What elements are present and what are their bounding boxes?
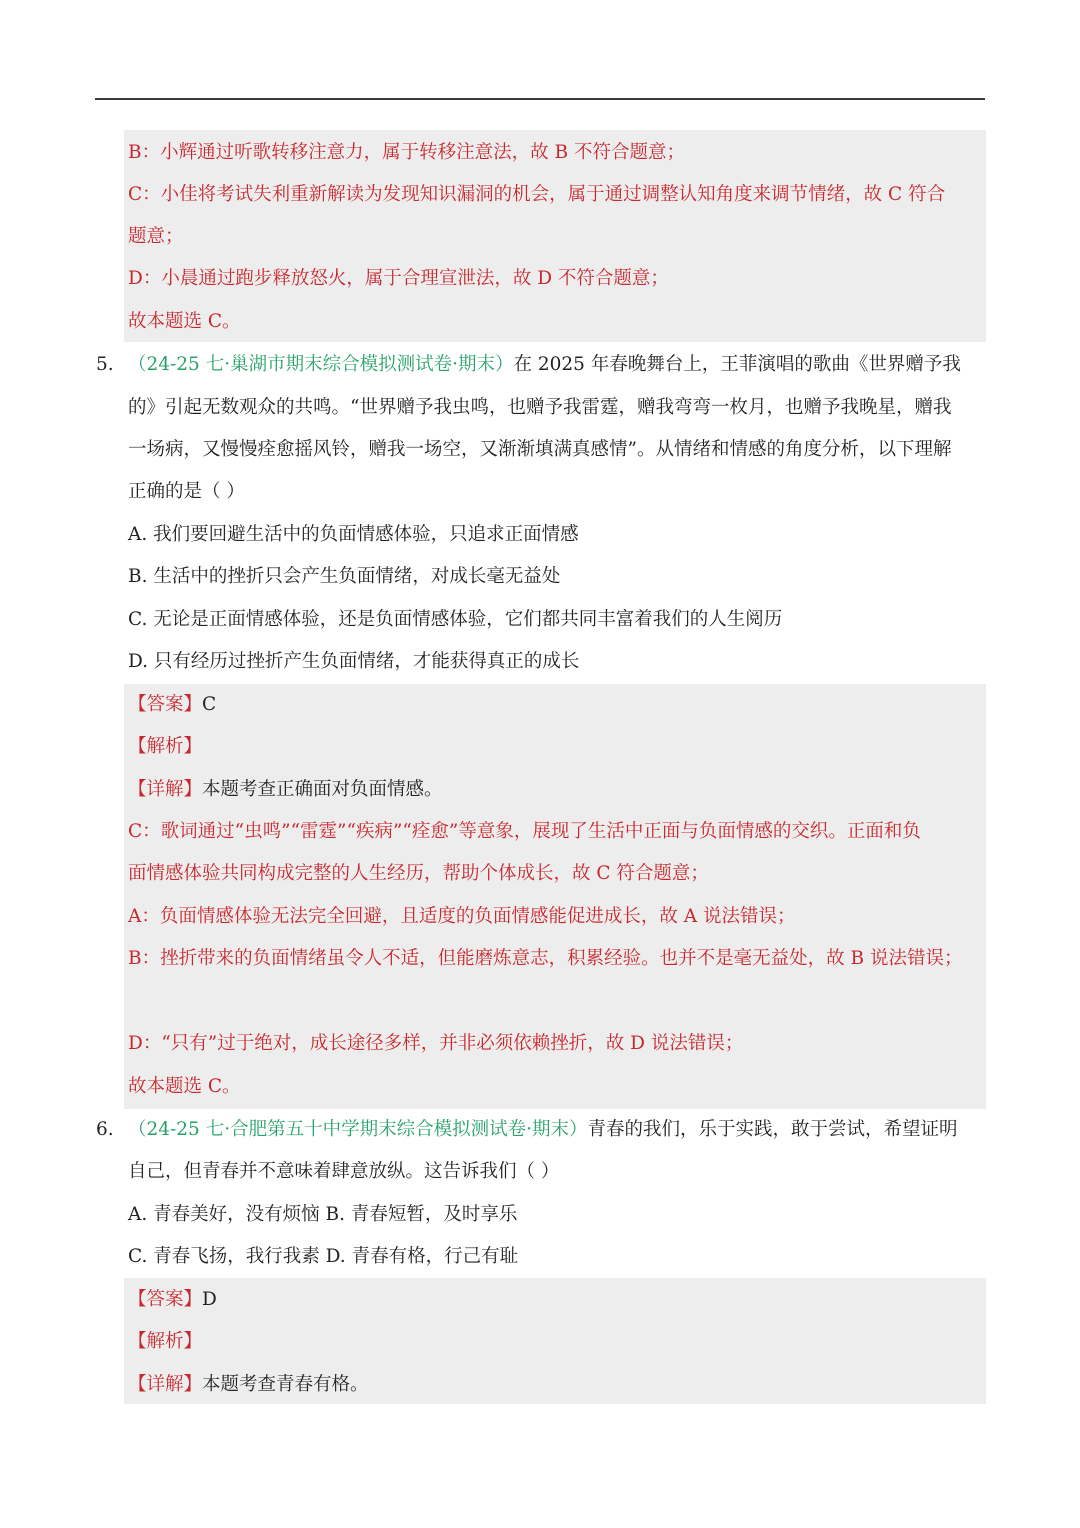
q5-option-b: B. 生活中的挫折只会产生负面情绪，对成长毫无益处	[128, 566, 561, 587]
q5-stem-line-1	[128, 352, 961, 378]
q5-option-c-explanation-cont: 面情感体验共同构成完整的人生经历，帮助个体成长，故 C 符合题意；	[128, 863, 709, 884]
q6-analysis-tag: 【解析】	[128, 1331, 203, 1352]
q5-answer-tag: 【答案】	[128, 694, 203, 715]
q5-number: 5.	[96, 354, 114, 375]
q5-answer-value: C	[202, 694, 217, 715]
q5-analysis-tag: 【解析】	[128, 736, 203, 757]
q6-stem-line-1	[128, 1117, 958, 1143]
q5-stem-text-1: 在 2025 年春晚舞台上，王菲演唱的歌曲《世界赠予我	[513, 354, 961, 375]
q4-option-c-explanation-cont: 题意；	[128, 226, 184, 247]
q6-answer	[128, 1287, 217, 1313]
q5-detail-tag: 【详解】	[128, 779, 203, 800]
q6-options-line-2: C. 青春飞扬，我行我素 D. 青春有格，行己有耻	[128, 1246, 519, 1267]
q6-answer-value: D	[202, 1289, 217, 1310]
q5-option-a-explanation: A：负面情感体验无法完全回避，且适度的负面情感能促进成长，故 A 说法错误；	[128, 906, 796, 927]
q5-stem-line-3: 一场病，又慢慢痊愈摇风铃，赠我一场空，又渐渐填满真感情”。从情绪和情感的角度分析，以下理解	[128, 439, 952, 460]
q5-detail	[128, 777, 443, 803]
q4-option-d-explanation: D：小晨通过跑步释放怒火，属于合理宣泄法，故 D 不符合题意；	[128, 268, 669, 289]
q5-source: （24-25 七·巢湖市期末综合模拟测试卷·期末）	[128, 354, 514, 375]
q5-option-c-explanation: C：歌词通过“虫鸣”“雷霆”“疾病”“痊愈”等意象，展现了生活中正面与负面情感的交织。正面和负	[128, 821, 921, 842]
q6-options-line-1: A. 青春美好，没有烦恼 B. 青春短暂，及时享乐	[128, 1204, 518, 1225]
q4-option-c-explanation: C：小佳将考试失利重新解读为发现知识漏洞的机会，属于通过调整认知角度来调节情绪，故 C 符合	[128, 184, 946, 205]
q5-detail-text: 本题考查正确面对负面情感。	[202, 779, 443, 800]
q6-detail-text: 本题考查青春有格。	[202, 1374, 369, 1395]
q5-answer	[128, 692, 216, 718]
q5-option-a: A. 我们要回避生活中的负面情感体验，只追求正面情感	[128, 524, 579, 545]
header-rule	[95, 98, 985, 100]
q5-conclusion: 故本题选 C。	[128, 1076, 241, 1097]
q5-stem-line-4: 正确的是（ ）	[128, 481, 245, 502]
q6-detail	[128, 1372, 369, 1398]
q4-option-b-explanation: B：小辉通过听歌转移注意力，属于转移注意法，故 B 不符合题意；	[128, 142, 685, 163]
q4-conclusion: 故本题选 C。	[128, 311, 241, 332]
q6-stem-text-1: 青春的我们，乐于实践，敢于尝试，希望证明	[587, 1119, 958, 1140]
q6-source: （24-25 七·合肥第五十中学期末综合模拟测试卷·期末）	[128, 1119, 588, 1140]
q5-option-b-explanation: B：挫折带来的负面情绪虽令人不适，但能磨炼意志，积累经验。也并不是毫无益处，故 B 说法错误；	[128, 948, 963, 969]
q5-option-c: C. 无论是正面情感体验，还是负面情感体验，它们都共同丰富着我们的人生阅历	[128, 609, 783, 630]
q6-number: 6.	[96, 1119, 114, 1140]
q6-stem-line-2: 自己，但青春并不意味着肆意放纵。这告诉我们（ ）	[128, 1161, 560, 1182]
q5-option-d: D. 只有经历过挫折产生负面情绪，才能获得真正的成长	[128, 651, 580, 672]
q6-detail-tag: 【详解】	[128, 1374, 203, 1395]
q6-answer-tag: 【答案】	[128, 1289, 203, 1310]
q5-option-d-explanation: D：“只有”过于绝对，成长途径多样，并非必须依赖挫折，故 D 说法错误；	[128, 1033, 744, 1054]
q5-stem-line-2: 的》引起无数观众的共鸣。“世界赠予我虫鸣，也赠予我雷霆，赠我弯弯一枚月，也赠予我晚星，赠我	[128, 397, 952, 418]
